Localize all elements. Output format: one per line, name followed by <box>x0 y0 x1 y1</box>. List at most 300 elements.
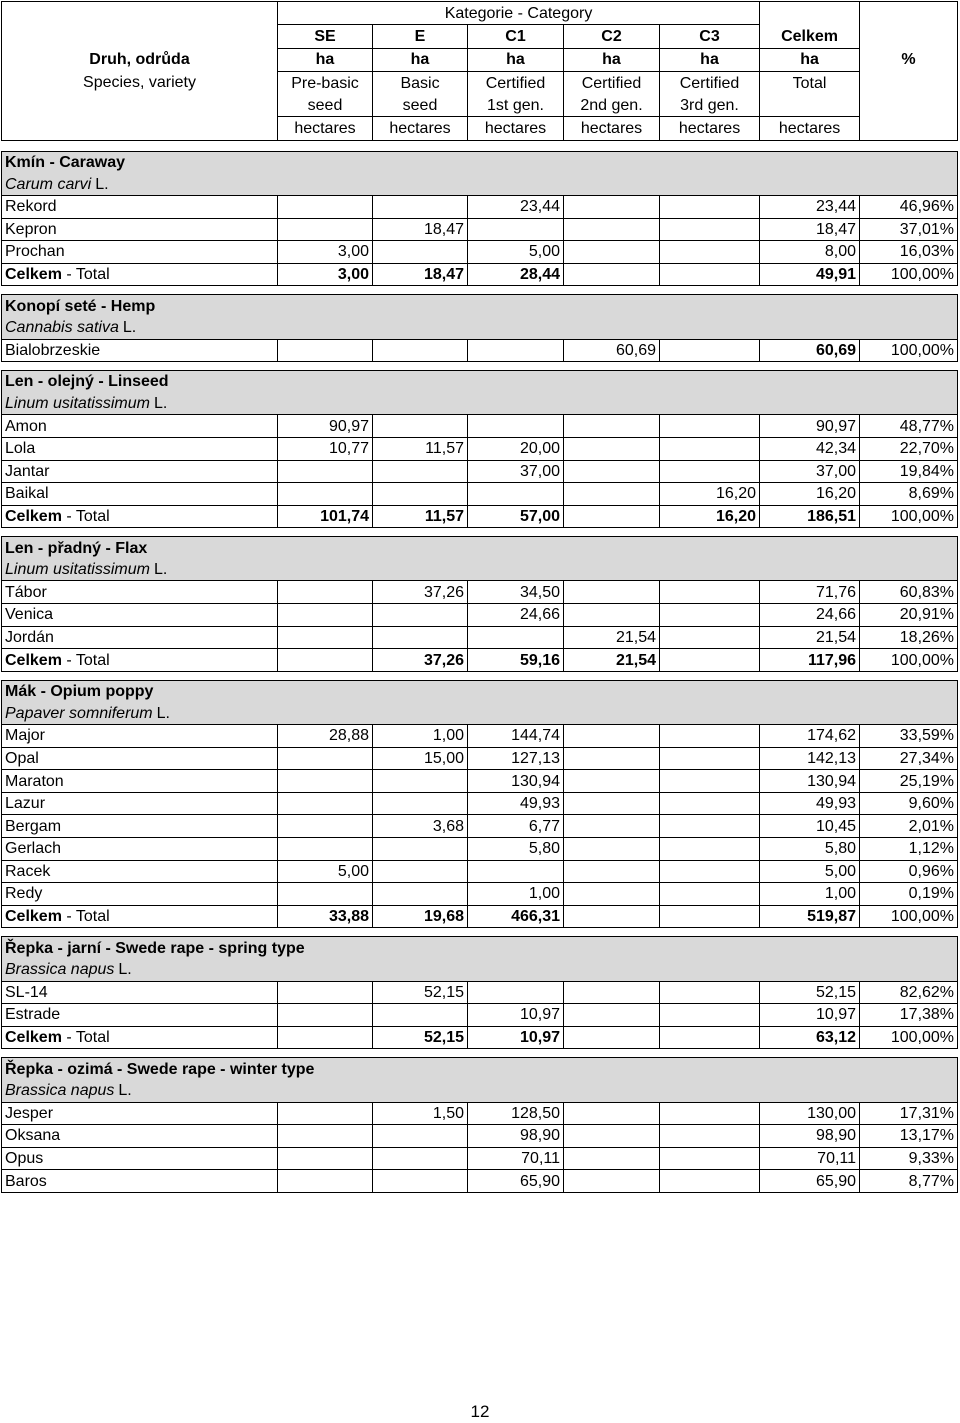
col-en2-celkem <box>760 94 860 117</box>
total-label-cz: Celkem <box>5 651 62 669</box>
section-latin-cell <box>2 173 958 195</box>
pct-cell: 82,62% <box>860 981 958 1004</box>
value-cell <box>278 581 373 604</box>
value-cell <box>373 860 468 883</box>
value-cell <box>373 626 468 649</box>
value-cell <box>278 770 373 793</box>
total-pct-cell: 100,00% <box>860 905 958 928</box>
latin-authority: L. <box>153 561 168 579</box>
variety-name: Jesper <box>2 1102 278 1125</box>
col-code-c2: C2 <box>564 25 660 48</box>
total-value-cell: 101,74 <box>278 505 373 528</box>
value-cell: 70,11 <box>468 1147 564 1170</box>
seed-area-table <box>1 1 958 1193</box>
section-gap <box>2 1049 958 1058</box>
total-value-cell <box>564 1026 660 1049</box>
section-total-row <box>2 649 958 672</box>
value-cell: 5,00 <box>468 241 564 264</box>
value-cell: 5,00 <box>278 860 373 883</box>
col-unit-c3: ha <box>660 48 760 71</box>
value-cell <box>660 195 760 218</box>
value-cell: 37,26 <box>373 581 468 604</box>
value-cell <box>373 460 468 483</box>
gap-cell <box>2 286 958 295</box>
pct-header-blank5 <box>860 117 958 140</box>
col-ha-e: hectares <box>373 117 468 140</box>
value-cell: 20,00 <box>468 437 564 460</box>
value-cell: 10,97 <box>468 1004 564 1027</box>
section-latin-cell <box>2 959 958 981</box>
latin-authority: L. <box>95 175 109 193</box>
value-cell: 49,93 <box>468 792 564 815</box>
variety-name: Opus <box>2 1147 278 1170</box>
header-row-codes <box>2 25 958 48</box>
value-cell <box>564 1147 660 1170</box>
section-title-row <box>2 537 958 559</box>
pct-cell: 8,69% <box>860 483 958 506</box>
total-value-cell: 21,54 <box>564 649 660 672</box>
section-latin-row <box>2 959 958 981</box>
value-cell <box>278 1170 373 1193</box>
section-title: Mák - Opium poppy <box>2 680 958 702</box>
total-cell: 130,00 <box>760 1102 860 1125</box>
section-gap <box>2 362 958 371</box>
value-cell <box>660 604 760 627</box>
value-cell <box>660 838 760 861</box>
pct-header-blank <box>860 2 958 25</box>
total-value-cell: 519,87 <box>760 905 860 928</box>
total-value-cell: 52,15 <box>373 1026 468 1049</box>
value-cell: 130,94 <box>468 770 564 793</box>
pct-cell: 22,70% <box>860 437 958 460</box>
col-code-e: E <box>373 25 468 48</box>
value-cell: 15,00 <box>373 747 468 770</box>
total-value-cell <box>660 263 760 286</box>
total-cell: 90,97 <box>760 415 860 438</box>
value-cell <box>373 1004 468 1027</box>
table-row <box>2 437 958 460</box>
pct-cell: 46,96% <box>860 195 958 218</box>
pct-cell: 60,83% <box>860 581 958 604</box>
table-body <box>2 2 958 1193</box>
total-value-cell: 59,16 <box>468 649 564 672</box>
section-title: Len - olejný - Linseed <box>2 371 958 393</box>
table-row <box>2 1170 958 1193</box>
latin-authority: L. <box>118 1082 132 1100</box>
col-ha-c3: hectares <box>660 117 760 140</box>
total-value-cell <box>564 263 660 286</box>
value-cell <box>660 415 760 438</box>
value-cell <box>660 860 760 883</box>
latin-name: Cannabis sativa <box>5 319 119 337</box>
latin-name: Linum usitatissimum <box>5 395 150 413</box>
variety-name: Lazur <box>2 792 278 815</box>
pct-cell: 100,00% <box>860 339 958 362</box>
value-cell: 90,97 <box>278 415 373 438</box>
col-en1-celkem: Total <box>760 71 860 94</box>
value-cell <box>278 1102 373 1125</box>
variety-name: Racek <box>2 860 278 883</box>
category-header: Kategorie - Category <box>278 2 760 25</box>
value-cell <box>373 770 468 793</box>
section-gap <box>2 286 958 295</box>
table-row <box>2 883 958 906</box>
section-title: Řepka - ozimá - Swede rape - winter type <box>2 1058 958 1080</box>
value-cell <box>278 339 373 362</box>
pct-cell: 27,34% <box>860 747 958 770</box>
col-unit-celkem: ha <box>760 48 860 71</box>
value-cell <box>660 981 760 1004</box>
value-cell <box>373 1147 468 1170</box>
species-header-blank4 <box>2 117 278 140</box>
total-cell: 42,34 <box>760 437 860 460</box>
value-cell <box>660 241 760 264</box>
col-ha-celkem: hectares <box>760 117 860 140</box>
variety-name: Tábor <box>2 581 278 604</box>
value-cell: 28,88 <box>278 725 373 748</box>
value-cell: 37,00 <box>468 460 564 483</box>
pct-cell: 25,19% <box>860 770 958 793</box>
variety-name: Rekord <box>2 195 278 218</box>
pct-cell: 13,17% <box>860 1125 958 1148</box>
total-cell: 70,11 <box>760 1147 860 1170</box>
total-value-cell <box>660 649 760 672</box>
value-cell <box>660 725 760 748</box>
total-value-cell: 57,00 <box>468 505 564 528</box>
value-cell <box>564 241 660 264</box>
total-value-cell: 117,96 <box>760 649 860 672</box>
total-value-cell <box>564 505 660 528</box>
header-row-category <box>2 2 958 25</box>
total-cell: 23,44 <box>760 195 860 218</box>
value-cell <box>564 883 660 906</box>
value-cell <box>373 415 468 438</box>
variety-name: Baros <box>2 1170 278 1193</box>
total-cell: 142,13 <box>760 747 860 770</box>
variety-name: Jantar <box>2 460 278 483</box>
value-cell <box>564 838 660 861</box>
pct-cell: 18,26% <box>860 626 958 649</box>
table-row <box>2 725 958 748</box>
section-gap <box>2 528 958 537</box>
col-code-celkem: Celkem <box>760 25 860 48</box>
value-cell <box>660 770 760 793</box>
value-cell: 1,00 <box>468 883 564 906</box>
section-latin-row <box>2 317 958 339</box>
value-cell <box>564 725 660 748</box>
value-cell <box>660 747 760 770</box>
value-cell: 65,90 <box>468 1170 564 1193</box>
total-label <box>2 263 278 286</box>
table-row <box>2 815 958 838</box>
variety-name: Opal <box>2 747 278 770</box>
section-title-row <box>2 937 958 959</box>
col-en2-c1: 1st gen. <box>468 94 564 117</box>
value-cell: 1,50 <box>373 1102 468 1125</box>
section-gap <box>2 671 958 680</box>
table-row <box>2 195 958 218</box>
total-cell: 21,54 <box>760 626 860 649</box>
latin-authority: L. <box>153 395 168 413</box>
variety-name: Redy <box>2 883 278 906</box>
col-unit-c2: ha <box>564 48 660 71</box>
value-cell <box>373 195 468 218</box>
section-title-row <box>2 1058 958 1080</box>
value-cell <box>564 1102 660 1125</box>
value-cell <box>564 1170 660 1193</box>
value-cell <box>278 1125 373 1148</box>
col-en1-c1: Certified <box>468 71 564 94</box>
gap-cell <box>2 140 958 151</box>
total-cell: 10,97 <box>760 1004 860 1027</box>
value-cell: 52,15 <box>373 981 468 1004</box>
gap-cell <box>2 528 958 537</box>
pct-cell: 0,19% <box>860 883 958 906</box>
value-cell: 11,57 <box>373 437 468 460</box>
value-cell <box>564 792 660 815</box>
section-total-row <box>2 505 958 528</box>
pct-cell: 2,01% <box>860 815 958 838</box>
value-cell: 60,69 <box>564 339 660 362</box>
section-title: Kmín - Caraway <box>2 151 958 173</box>
value-cell <box>278 883 373 906</box>
variety-name: Kepron <box>2 218 278 241</box>
variety-name: Oksana <box>2 1125 278 1148</box>
total-pct-cell: 100,00% <box>860 649 958 672</box>
latin-authority: L. <box>122 319 137 337</box>
value-cell <box>660 626 760 649</box>
latin-authority: L. <box>156 704 170 722</box>
value-cell: 1,00 <box>373 725 468 748</box>
section-latin-cell <box>2 317 958 339</box>
col-en1-e: Basic <box>373 71 468 94</box>
species-header-blank3 <box>2 94 278 117</box>
col-ha-se: hectares <box>278 117 373 140</box>
value-cell <box>660 339 760 362</box>
total-pct-cell: 100,00% <box>860 505 958 528</box>
value-cell <box>660 815 760 838</box>
section-total-row <box>2 905 958 928</box>
col-unit-c1: ha <box>468 48 564 71</box>
total-cell: 49,93 <box>760 792 860 815</box>
section-title-row <box>2 295 958 317</box>
total-value-cell: 63,12 <box>760 1026 860 1049</box>
value-cell <box>564 1125 660 1148</box>
pct-cell: 19,84% <box>860 460 958 483</box>
species-header-blank2 <box>2 25 278 48</box>
total-cell: 174,62 <box>760 725 860 748</box>
total-value-cell: 186,51 <box>760 505 860 528</box>
value-cell: 128,50 <box>468 1102 564 1125</box>
total-cell: 52,15 <box>760 981 860 1004</box>
total-cell: 1,00 <box>760 883 860 906</box>
gap-cell <box>2 1049 958 1058</box>
total-cell: 10,45 <box>760 815 860 838</box>
variety-name: Amon <box>2 415 278 438</box>
pct-cell: 17,31% <box>860 1102 958 1125</box>
value-cell <box>373 1125 468 1148</box>
total-cell: 5,80 <box>760 838 860 861</box>
value-cell <box>564 195 660 218</box>
species-header-cz: Druh, odrůda <box>2 48 278 71</box>
species-header-blank <box>2 2 278 25</box>
gap-cell <box>2 671 958 680</box>
value-cell: 23,44 <box>468 195 564 218</box>
total-value-cell: 18,47 <box>373 263 468 286</box>
table-row <box>2 860 958 883</box>
value-cell <box>278 792 373 815</box>
col-unit-e: ha <box>373 48 468 71</box>
value-cell <box>468 626 564 649</box>
section-gap <box>2 140 958 151</box>
variety-name: Venica <box>2 604 278 627</box>
section-gap <box>2 928 958 937</box>
section-title-row <box>2 680 958 702</box>
table-row <box>2 747 958 770</box>
total-cell: 37,00 <box>760 460 860 483</box>
total-value-cell: 10,97 <box>468 1026 564 1049</box>
value-cell: 6,77 <box>468 815 564 838</box>
section-latin-cell <box>2 393 958 415</box>
header-row-en2 <box>2 94 958 117</box>
value-cell <box>373 604 468 627</box>
col-code-c3: C3 <box>660 25 760 48</box>
total-cell: 60,69 <box>760 339 860 362</box>
value-cell <box>278 604 373 627</box>
section-latin-cell <box>2 559 958 581</box>
value-cell <box>373 838 468 861</box>
col-code-c1: C1 <box>468 25 564 48</box>
table-row <box>2 981 958 1004</box>
col-en1-c2: Certified <box>564 71 660 94</box>
total-value-cell: 466,31 <box>468 905 564 928</box>
variety-name: Major <box>2 725 278 748</box>
value-cell <box>373 241 468 264</box>
pct-cell: 48,77% <box>860 415 958 438</box>
pct-cell: 8,77% <box>860 1170 958 1193</box>
value-cell <box>278 815 373 838</box>
value-cell: 18,47 <box>373 218 468 241</box>
value-cell: 24,66 <box>468 604 564 627</box>
value-cell <box>660 437 760 460</box>
total-label-cz: Celkem <box>5 507 62 525</box>
section-title: Řepka - jarní - Swede rape - spring type <box>2 937 958 959</box>
pct-cell: 1,12% <box>860 838 958 861</box>
section-latin-row <box>2 393 958 415</box>
table-row <box>2 218 958 241</box>
total-label-cz: Celkem <box>5 908 62 926</box>
value-cell <box>278 1147 373 1170</box>
pct-header-blank4 <box>860 94 958 117</box>
value-cell <box>278 195 373 218</box>
col-unit-se: ha <box>278 48 373 71</box>
table-row <box>2 339 958 362</box>
section-latin-row <box>2 702 958 724</box>
value-cell <box>468 218 564 241</box>
total-cell: 130,94 <box>760 770 860 793</box>
table-row <box>2 1004 958 1027</box>
total-label <box>2 1026 278 1049</box>
total-label <box>2 649 278 672</box>
total-value-cell: 33,88 <box>278 905 373 928</box>
total-label-en: - Total <box>61 266 110 284</box>
value-cell <box>278 747 373 770</box>
value-cell: 3,00 <box>278 241 373 264</box>
latin-name: Brassica napus <box>5 961 115 979</box>
section-title: Len - přadný - Flax <box>2 537 958 559</box>
value-cell <box>564 815 660 838</box>
section-latin-row <box>2 173 958 195</box>
value-cell <box>564 770 660 793</box>
variety-name: SL-14 <box>2 981 278 1004</box>
page-number: 12 <box>470 1402 490 1421</box>
total-cell: 98,90 <box>760 1125 860 1148</box>
value-cell <box>278 218 373 241</box>
total-value-cell: 49,91 <box>760 263 860 286</box>
section-title-row <box>2 371 958 393</box>
value-cell <box>564 604 660 627</box>
variety-name: Bergam <box>2 815 278 838</box>
value-cell <box>373 883 468 906</box>
value-cell: 5,80 <box>468 838 564 861</box>
section-total-row <box>2 1026 958 1049</box>
total-label-en: - Total <box>61 507 110 525</box>
value-cell <box>564 483 660 506</box>
value-cell <box>278 981 373 1004</box>
section-total-row <box>2 263 958 286</box>
variety-name: Gerlach <box>2 838 278 861</box>
table-row <box>2 626 958 649</box>
pct-cell: 20,91% <box>860 604 958 627</box>
variety-name: Jordán <box>2 626 278 649</box>
variety-name: Maraton <box>2 770 278 793</box>
total-label-en: - Total <box>61 908 110 926</box>
table-row <box>2 241 958 264</box>
value-cell <box>278 460 373 483</box>
value-cell <box>660 581 760 604</box>
total-cell: 8,00 <box>760 241 860 264</box>
table-row <box>2 838 958 861</box>
table-row <box>2 1147 958 1170</box>
value-cell <box>468 339 564 362</box>
header-row-hectares <box>2 117 958 140</box>
value-cell <box>278 1004 373 1027</box>
table-row <box>2 604 958 627</box>
total-value-cell: 11,57 <box>373 505 468 528</box>
variety-name: Lola <box>2 437 278 460</box>
total-cell: 65,90 <box>760 1170 860 1193</box>
col-ha-c2: hectares <box>564 117 660 140</box>
header-row-units <box>2 48 958 71</box>
total-value-cell: 37,26 <box>373 649 468 672</box>
section-title: Konopí seté - Hemp <box>2 295 958 317</box>
total-value-cell <box>660 1026 760 1049</box>
total-pct-cell: 100,00% <box>860 1026 958 1049</box>
total-label-cz: Celkem <box>5 1029 62 1047</box>
col-ha-c1: hectares <box>468 117 564 140</box>
total-label <box>2 905 278 928</box>
latin-name: Carum carvi <box>5 175 92 193</box>
variety-name: Baikal <box>2 483 278 506</box>
value-cell <box>278 838 373 861</box>
table-row <box>2 792 958 815</box>
value-cell: 144,74 <box>468 725 564 748</box>
value-cell: 10,77 <box>278 437 373 460</box>
value-cell: 3,68 <box>373 815 468 838</box>
total-value-cell: 3,00 <box>278 263 373 286</box>
pct-header: % <box>860 48 958 71</box>
pct-cell: 9,60% <box>860 792 958 815</box>
